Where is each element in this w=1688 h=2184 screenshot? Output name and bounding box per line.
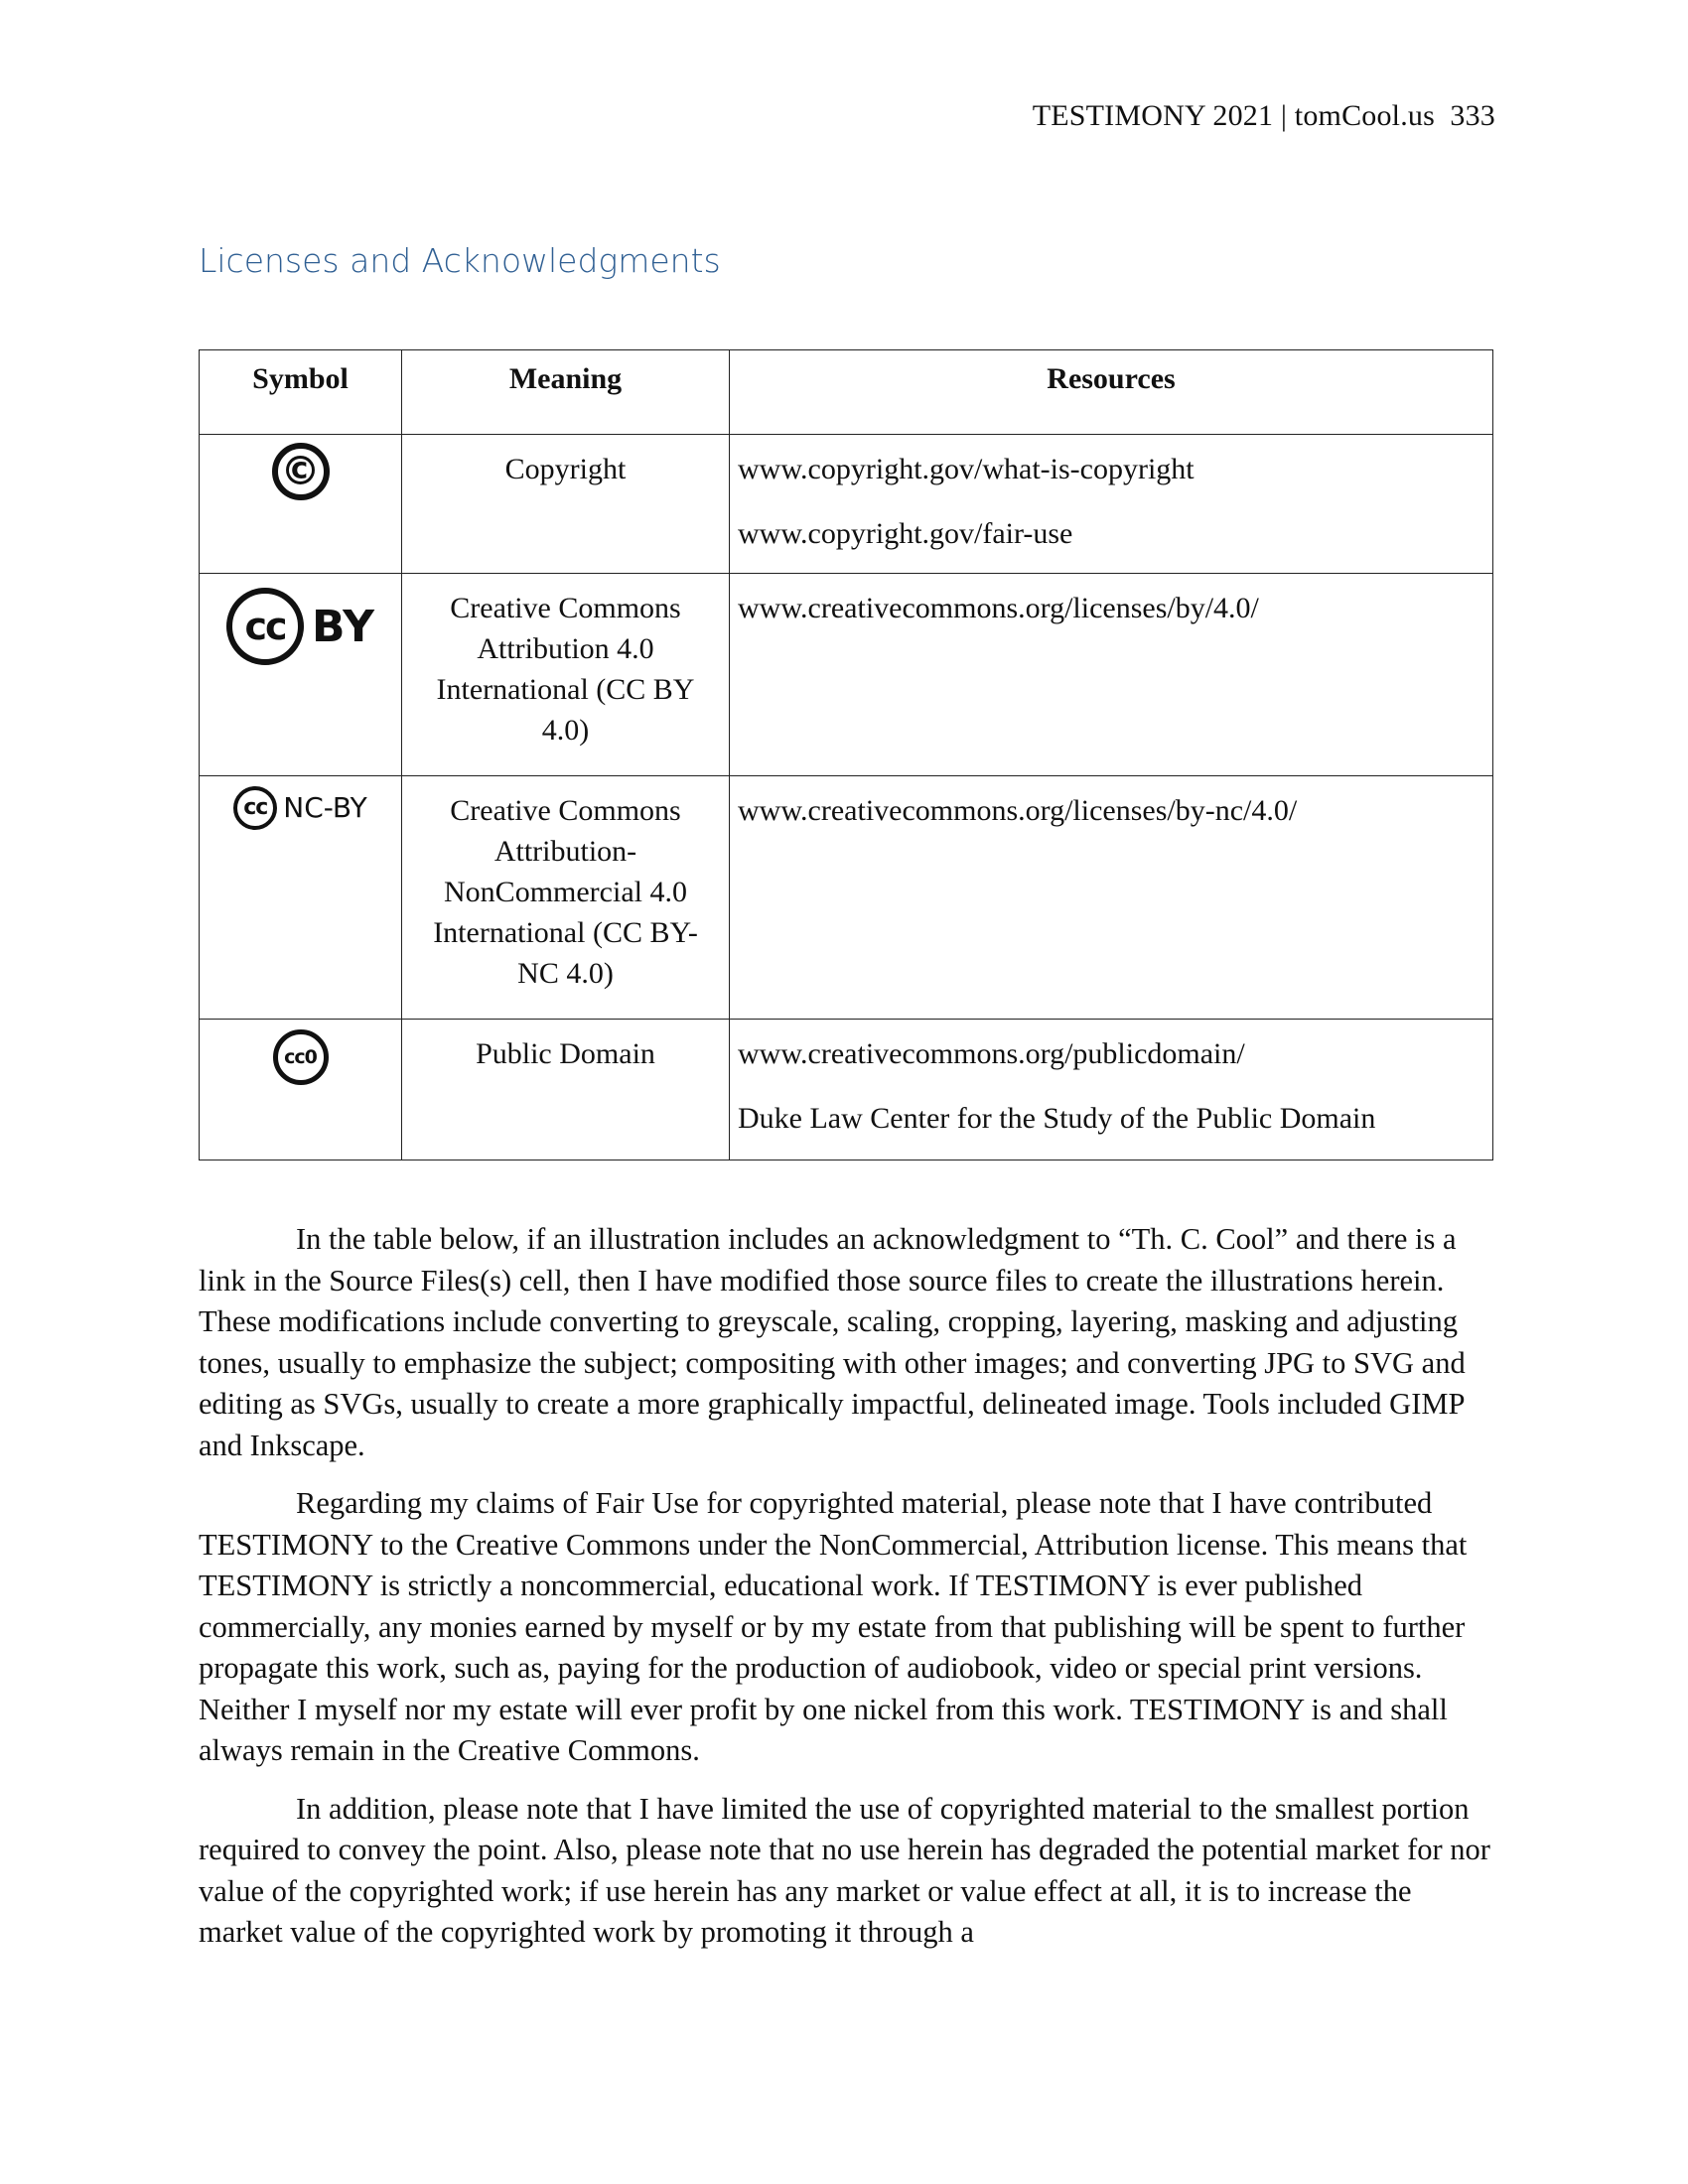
body-text — [199, 1219, 1493, 1971]
table-row — [200, 574, 1493, 776]
meaning-cell: Creative Commons Attribution-NonCommercial 4.0 International (CC BY-NC 4.0) — [402, 776, 730, 1020]
resources-cell — [730, 1020, 1493, 1160]
resources-cell — [730, 435, 1493, 574]
resource-link[interactable]: www.copyright.gov/fair-use — [738, 517, 1073, 550]
header-resources: Resources — [730, 350, 1493, 435]
header-meaning: Meaning — [402, 350, 730, 435]
section-title: Licenses and Acknowledgments — [199, 241, 721, 280]
resources-cell — [730, 776, 1493, 1020]
cc0-icon: cc0 — [273, 1029, 329, 1085]
symbol-cell — [200, 776, 402, 1020]
symbol-cell — [200, 1020, 402, 1160]
cc-circle-icon: cc — [226, 588, 304, 665]
resource-text: Duke Law Center for the Study of the Public Domain — [738, 1102, 1376, 1135]
meaning-cell: Copyright — [402, 435, 730, 574]
table-row — [200, 435, 1493, 574]
table-header-row — [200, 350, 1493, 435]
symbol-cell — [200, 574, 402, 776]
cc-nc-by-text: NC-BY — [283, 791, 367, 824]
cc-by-icon — [226, 588, 374, 665]
paragraph: In addition, please note that I have limited the use of copyrighted material to the smallest portion required to convey the point. Also, please note that no use herein has degraded the potential market for nor value of the copyrighted work; if use herein has any market or value effect at all, it is to increase the market value of the copyrighted work by promoting it through a — [199, 1791, 1490, 1949]
resource-link[interactable]: www.creativecommons.org/publicdomain/ — [738, 1037, 1245, 1070]
cc-by-text: BY — [312, 601, 374, 652]
meaning-cell: Public Domain — [402, 1020, 730, 1160]
cc-circle-icon: cc — [233, 786, 277, 830]
licenses-table — [199, 349, 1493, 1160]
table-row — [200, 1020, 1493, 1160]
resource-link[interactable]: www.creativecommons.org/licenses/by/4.0/ — [738, 592, 1259, 624]
meaning-cell: Creative Commons Attribution 4.0 International (CC BY 4.0) — [402, 574, 730, 776]
paragraph: In the table below, if an illustration includes an acknowledgment to “Th. C. Cool” and there is a link in the Source Files(s) cell, then I have modified those source files to create the illustrations herein. These modifications include converting to greyscale, scaling, cropping, layering, masking and adjusting tones, usually to emphasize the subject; compositing with other images; and converting JPG to SVG and editing as SVGs, usually to create a more graphically impactful, delineated image. Tools included GIMP and Inkscape. — [199, 1222, 1466, 1462]
paragraph: Regarding my claims of Fair Use for copyrighted material, please note that I have contributed TESTIMONY to the Creative Commons under the NonCommercial, Attribution license. This means that TESTIMONY is strictly a noncommercial, educational work. If TESTIMONY is ever published commercially, any monies earned by myself or by my estate from that publishing will be spent to further propagate this work, such as, paying for the production of audiobook, video or special print versions. Neither I myself nor my estate will ever profit by one nickel from this work. TESTIMONY is and shall always remain in the Creative Commons. — [199, 1486, 1468, 1767]
table-row — [200, 776, 1493, 1020]
running-header: TESTIMONY 2021 | tomCool.us 333 — [1032, 99, 1495, 132]
resources-cell — [730, 574, 1493, 776]
symbol-cell — [200, 435, 402, 574]
resource-link[interactable]: www.copyright.gov/what-is-copyright — [738, 453, 1195, 485]
resource-link[interactable]: www.creativecommons.org/licenses/by-nc/4.0/ — [738, 794, 1298, 827]
copyright-icon: © — [272, 443, 330, 500]
cc-nc-by-icon — [233, 786, 366, 830]
header-symbol: Symbol — [200, 350, 402, 435]
